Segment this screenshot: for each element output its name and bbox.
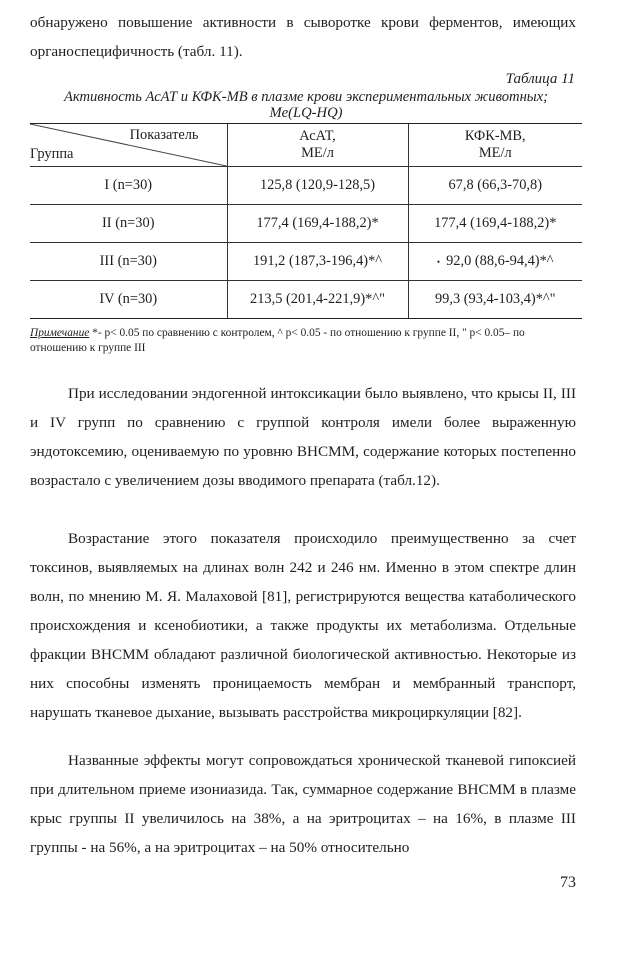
table-row: [30, 281, 582, 319]
table-row: [30, 167, 582, 205]
header-asat-unit: МЕ/л: [301, 145, 334, 161]
note-text: *- p< 0.05 по сравнению с контролем, ^ p< 0.05 - по отношению к группе II, " p< 0.05– по отношению к группе III: [30, 327, 525, 354]
page-number: 73: [560, 874, 576, 891]
header-indicator: Показатель: [129, 127, 199, 143]
table-row: [30, 243, 582, 281]
intro-paragraph: обнаружено повышение активности в сыворотке крови ферментов, имеющих органоспецифичность (табл. 11).: [30, 14, 576, 60]
body-paragraph-3: Названные эффекты могут сопровождаться хронической тканевой гипоксией при длительном приеме изониазида. Так, суммарное содержание ВНСММ в плазме крыс группы II увеличилось на 38%, а на эритроцитах – на 16%, в плазме III группы - на 56%, а на эритроцитах – на 50% относительно: [30, 752, 576, 856]
body-paragraph-1: При исследовании эндогенной интоксикации было выявлено, что крысы II, III и IV групп по сравнению с группой контроля имели более выраженную эндотоксемию, оцениваемую по уровню ВНСММ, содержание которых постепенно возрастало с увеличением дозы вводимого препарата (табл.12).: [30, 385, 576, 489]
header-group: Группа: [30, 146, 74, 162]
header-kfk: [408, 124, 582, 167]
note-label: Примечание: [30, 327, 90, 339]
scan-dot-mark: •: [436, 257, 441, 267]
cell-group: IV (n=30): [30, 281, 227, 319]
table-caption: [30, 89, 582, 121]
cell-group: I (n=30): [30, 167, 227, 205]
table-row: [30, 205, 582, 243]
header-diagonal-cell: [30, 124, 227, 167]
cell-kfk: 99,3 (93,4-103,4)*^": [408, 281, 582, 319]
cell-asat: 177,4 (169,4-188,2)*: [227, 205, 408, 243]
body-paragraph-2: Возрастание этого показателя происходило преимущественно за счет токсинов, выявляемых на длинах волн 242 и 246 нм. Именно в этом спектре длин волн, по мнению М. Я. Малаховой [81], регистрируются вещества катаболического происхождения и ксенобиотики, а также продукты их метаболизма. Отдельные фракции ВНСММ обладают различной биологической активностью. Некоторые из них способны изменять проницаемость мембран и мембранный транспорт, нарушать тканевое дыхание, вызывать расстройства микроциркуляции [82].: [30, 530, 576, 721]
table-label: Таблица 11: [505, 71, 575, 87]
cell-asat: 125,8 (120,9-128,5): [227, 167, 408, 205]
table-header-row: [30, 124, 582, 167]
cell-group: III (n=30): [30, 243, 227, 281]
table-caption-line1: Активность АсАТ и КФК-МВ в плазме крови экспериментальных животных;: [63, 89, 549, 105]
cell-asat: 213,5 (201,4-221,9)*^": [227, 281, 408, 319]
cell-group: II (n=30): [30, 205, 227, 243]
table-caption-line2: Me(LQ-HQ): [269, 105, 343, 121]
table-note: [30, 326, 582, 356]
header-asat-name: АсАТ,: [299, 128, 336, 144]
header-kfk-name: КФК-МВ,: [464, 128, 526, 144]
cell-kfk: 92,0 (88,6-94,4)*^: [446, 253, 554, 269]
header-asat: [227, 124, 408, 167]
header-kfk-unit: МЕ/л: [478, 145, 512, 161]
cell-kfk: 67,8 (66,3-70,8): [408, 167, 582, 205]
cell-kfk: 177,4 (169,4-188,2)*: [408, 205, 582, 243]
cell-asat: 191,2 (187,3-196,4)*^: [227, 243, 408, 281]
cell-kfk-wrap: [408, 243, 582, 281]
data-table: [30, 123, 582, 319]
